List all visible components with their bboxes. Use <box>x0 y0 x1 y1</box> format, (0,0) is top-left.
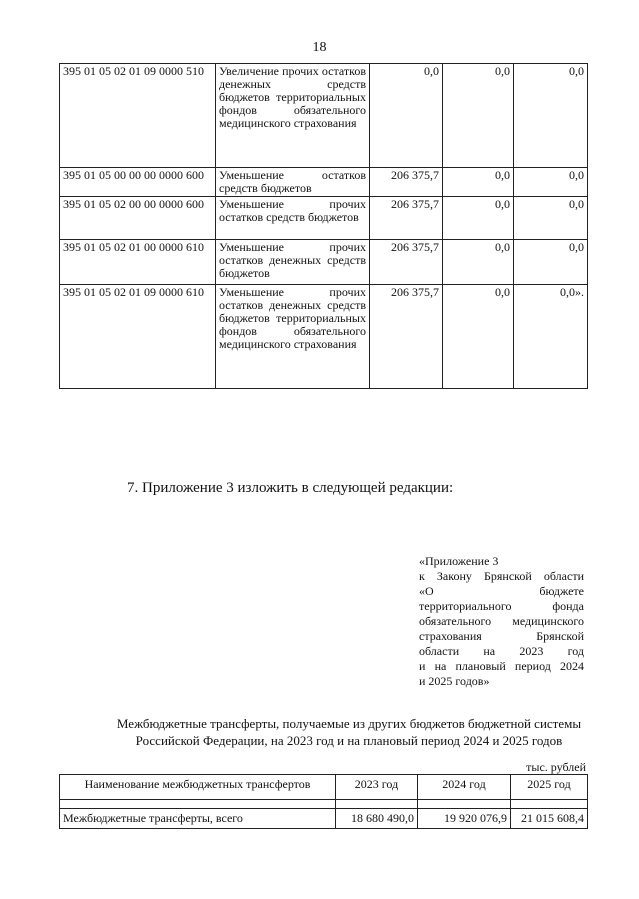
row-value-2024: 0,0 <box>443 168 514 197</box>
row-value-2025: 0,0». <box>514 285 588 389</box>
header-2025: 2025 год <box>511 775 588 800</box>
row-name: Уменьшение прочих остатков денежных средств бюджетов территориальных фондов обязательного медицинского страхования <box>216 285 370 389</box>
row-value-2023: 206 375,7 <box>370 240 443 285</box>
table-row <box>60 240 588 285</box>
title-line: Межбюджетные трансферты, получаемые из других бюджетов бюджетной системы <box>116 716 582 731</box>
row-value-2023: 206 375,7 <box>370 285 443 389</box>
appendix-line: и на плановый период 2024 <box>419 659 584 673</box>
appendix-line: территориального фонда <box>419 599 584 613</box>
row-value-2025: 0,0 <box>514 64 588 168</box>
appendix-line: и 2025 годов» <box>419 674 490 688</box>
row-value-2024: 19 920 076,9 <box>418 809 511 829</box>
header-2024: 2024 год <box>418 775 511 800</box>
row-name: Увеличение прочих остатков денежных средств бюджетов территориальных фондов обязательного медицинского страхования <box>216 64 370 168</box>
row-name: Межбюджетные трансферты, всего <box>60 809 336 829</box>
appendix-line: к Закону Брянской области <box>419 569 584 583</box>
row-value-2025: 21 015 608,4 <box>511 809 588 829</box>
row-code: 395 01 05 02 01 09 0000 610 <box>60 285 216 389</box>
document-title <box>60 715 638 749</box>
table-row <box>60 197 588 240</box>
header-name: Наименование межбюджетных трансфертов <box>60 775 336 800</box>
transfers-table <box>59 774 588 829</box>
appendix-note <box>419 554 584 689</box>
row-name: Уменьшение остатков средств бюджетов <box>216 168 370 197</box>
row-value-2023: 206 375,7 <box>370 197 443 240</box>
table-spacer-row <box>60 800 588 809</box>
appendix-line: «Приложение 3 <box>419 554 499 568</box>
row-value-2023: 0,0 <box>370 64 443 168</box>
row-value-2023: 18 680 490,0 <box>336 809 418 829</box>
appendix-line: «О бюджете <box>419 584 584 598</box>
table-header-row <box>60 775 588 800</box>
row-value-2025: 0,0 <box>514 240 588 285</box>
row-value-2024: 0,0 <box>443 285 514 389</box>
table-row <box>60 64 588 168</box>
table-row <box>60 809 588 829</box>
row-name: Уменьшение прочих остатков денежных средств бюджетов <box>216 240 370 285</box>
title-line: Российской Федерации, на 2023 год и на плановый период 2024 и 2025 годов <box>135 733 563 748</box>
appendix-line: обязательного медицинского <box>419 614 584 628</box>
table-row <box>60 168 588 197</box>
row-value-2025: 0,0 <box>514 168 588 197</box>
row-code: 395 01 05 02 01 09 0000 510 <box>60 64 216 168</box>
unit-label: тыс. рублей <box>526 760 586 774</box>
row-value-2024: 0,0 <box>443 64 514 168</box>
row-name: Уменьшение прочих остатков средств бюджетов <box>216 197 370 240</box>
row-code: 395 01 05 02 00 00 0000 600 <box>60 197 216 240</box>
header-2023: 2023 год <box>336 775 418 800</box>
row-value-2025: 0,0 <box>514 197 588 240</box>
section-heading: 7. Приложение 3 изложить в следующей редакции: <box>127 480 454 496</box>
row-code: 395 01 05 02 01 00 0000 610 <box>60 240 216 285</box>
table-row <box>60 285 588 389</box>
sources-table <box>59 63 588 389</box>
appendix-line: области на 2023 год <box>419 644 584 658</box>
row-value-2024: 0,0 <box>443 240 514 285</box>
row-value-2024: 0,0 <box>443 197 514 240</box>
page-number: 18 <box>312 40 327 55</box>
appendix-line: страхования Брянской <box>419 629 584 643</box>
row-value-2023: 206 375,7 <box>370 168 443 197</box>
row-code: 395 01 05 00 00 00 0000 600 <box>60 168 216 197</box>
